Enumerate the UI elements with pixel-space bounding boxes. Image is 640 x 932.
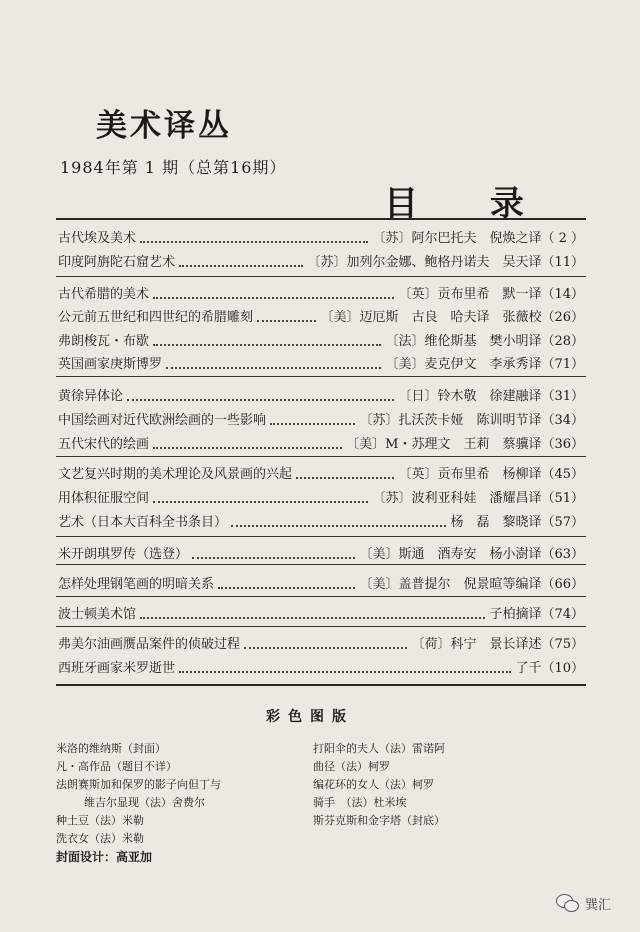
- toc-entry[interactable]: [58, 546, 584, 564]
- plate-item: 打阳伞的夫人（法）雷诺阿: [313, 742, 445, 755]
- cover-design-credit: 封面设计：高亚加: [56, 850, 153, 864]
- section-divider: [56, 536, 586, 537]
- wechat-icon: [556, 893, 580, 913]
- entry-credit: 〔苏〕扎沃茨卡娅 陈训明节译（34）: [359, 413, 584, 428]
- leader-dots: [218, 587, 355, 589]
- entry-title: 黄徐异体论: [58, 389, 124, 404]
- leader-dots: [140, 617, 485, 619]
- toc-entry[interactable]: [58, 286, 584, 304]
- entry-credit: 〔英〕贡布里希 默一译（14）: [398, 287, 584, 302]
- leader-dots: [270, 423, 355, 425]
- entry-credit: 杨 磊 黎晓译（57）: [450, 515, 584, 530]
- toc-entry[interactable]: [58, 309, 584, 327]
- entry-title: 用体积征服空间: [58, 491, 150, 506]
- section-divider: [56, 456, 586, 457]
- entry-credit: 〔美〕盖普提尔 倪景暄等编译（66）: [359, 577, 584, 592]
- toc-heading: 目 录: [384, 184, 554, 224]
- plate-item: 凡・高作品（题目不详）: [56, 760, 177, 773]
- toc-entry[interactable]: [58, 388, 584, 406]
- entry-credit: 〔苏〕阿尔巴托夫 倪焕之译（ 2 ）: [372, 231, 584, 246]
- entry-title: 英国画家庚斯博罗: [58, 357, 163, 372]
- plate-item: 骑手 （法）杜米埃: [313, 796, 407, 809]
- leader-dots: [257, 320, 316, 322]
- color-plates-right: [313, 740, 445, 830]
- leader-dots: [153, 344, 381, 346]
- color-plates-heading: 彩色图版: [266, 709, 354, 725]
- toc-entry[interactable]: [58, 490, 584, 508]
- leader-dots: [244, 647, 407, 649]
- section-divider: [56, 626, 586, 627]
- toc-entry[interactable]: [58, 436, 584, 454]
- section-divider: [56, 276, 586, 277]
- leader-dots: [179, 265, 303, 267]
- entry-title: 弗朗梭瓦・布歇: [58, 334, 150, 349]
- entry-credit: 〔苏〕加列尔金娜、鲍格丹诺夫 吴天译（11）: [307, 255, 584, 270]
- section-divider: [56, 596, 586, 597]
- entry-title: 古代埃及美术: [58, 231, 137, 246]
- toc-entry[interactable]: [58, 606, 584, 624]
- entry-title: 文艺复兴时期的美术理论及风景画的兴起: [58, 467, 293, 482]
- entry-title: 印度阿旃陀石窟艺术: [58, 255, 176, 270]
- leader-dots: [140, 241, 368, 243]
- entry-title: 公元前五世纪和四世纪的希腊雕刻: [58, 310, 254, 325]
- leader-dots: [296, 477, 394, 479]
- entry-title: 艺术（日本大百科全书条目）: [58, 515, 228, 530]
- plate-item: 法朗赛斯加和保罗的影子向但丁与: [56, 778, 221, 791]
- section-divider: [56, 684, 586, 686]
- plate-item: 斯芬克斯和金字塔（封底）: [313, 814, 445, 827]
- entry-credit: 〔美〕麦克伊文 李承秀译（71）: [385, 357, 584, 372]
- entry-credit: 〔荷〕科宁 景长译述（75）: [411, 637, 584, 652]
- entry-title: 中国绘画对近代欧洲绘画的一些影响: [58, 413, 267, 428]
- leader-dots: [127, 399, 394, 401]
- toc-entry[interactable]: [58, 333, 584, 351]
- entry-credit: 〔法〕维伦斯基 樊小明译（28）: [385, 334, 584, 349]
- leader-dots: [192, 557, 355, 559]
- watermark-text: 巽汇: [585, 897, 612, 913]
- entry-credit: 〔美〕M・苏理文 王莉 蔡骥译（36）: [346, 437, 584, 452]
- watermark: [556, 893, 611, 913]
- toc-entry[interactable]: [58, 576, 584, 594]
- plate-item: 种土豆（法）米勒: [56, 814, 144, 827]
- entry-credit: 〔苏〕波利亚科娃 潘耀昌译（51）: [372, 491, 584, 506]
- section-divider: [56, 376, 586, 377]
- section-divider: [56, 218, 586, 220]
- journal-title: 美术译丛: [96, 108, 232, 144]
- entry-title: 西班牙画家米罗逝世: [58, 661, 176, 676]
- plate-item: 洗衣女（法）米勒: [56, 832, 144, 845]
- leader-dots: [179, 671, 511, 673]
- entry-credit: 了千（10）: [515, 661, 584, 676]
- color-plates-left: [56, 740, 221, 848]
- toc-entry[interactable]: [58, 636, 584, 654]
- entry-title: 古代希腊的美术: [58, 287, 150, 302]
- plate-item: 曲径（法）柯罗: [313, 760, 390, 773]
- entry-title: 怎样处理钢笔画的明暗关系: [58, 577, 215, 592]
- toc-entry[interactable]: [58, 356, 584, 374]
- toc-entry[interactable]: [58, 660, 584, 678]
- plate-item: 维吉尔显现（法）舍费尔: [84, 796, 205, 809]
- issue-line: 1984年第 1 期（总第16期）: [60, 158, 287, 177]
- plate-item: 编花环的女人（法）柯罗: [313, 778, 434, 791]
- entry-title: 米开朗琪罗传（选登）: [58, 547, 189, 562]
- leader-dots: [231, 525, 446, 527]
- toc-entry[interactable]: [58, 514, 584, 532]
- section-divider: [56, 564, 586, 565]
- leader-dots: [166, 367, 381, 369]
- entry-credit: 〔美〕斯通 酒寿安 杨小澍译（63）: [359, 547, 584, 562]
- entry-credit: 〔美〕迈厄斯 古良 哈夫译 张薇校（26）: [320, 310, 584, 325]
- entry-credit: 子柏摘译（74）: [489, 607, 584, 622]
- toc-entry[interactable]: [58, 466, 584, 484]
- plate-item: 米洛的维纳斯（封面）: [56, 742, 166, 755]
- toc-entry[interactable]: [58, 412, 584, 430]
- leader-dots: [153, 447, 342, 449]
- entry-credit: 〔日〕铃木敬 徐建融译（31）: [398, 389, 584, 404]
- entry-title: 弗美尔油画赝品案件的侦破过程: [58, 637, 241, 652]
- leader-dots: [153, 297, 394, 299]
- entry-title: 波士顿美术馆: [58, 607, 137, 622]
- toc-entry[interactable]: [58, 254, 584, 272]
- entry-title: 五代宋代的绘画: [58, 437, 150, 452]
- leader-dots: [153, 501, 368, 503]
- entry-credit: 〔英〕贡布里希 杨柳译（45）: [398, 467, 584, 482]
- toc-entry[interactable]: [58, 230, 584, 248]
